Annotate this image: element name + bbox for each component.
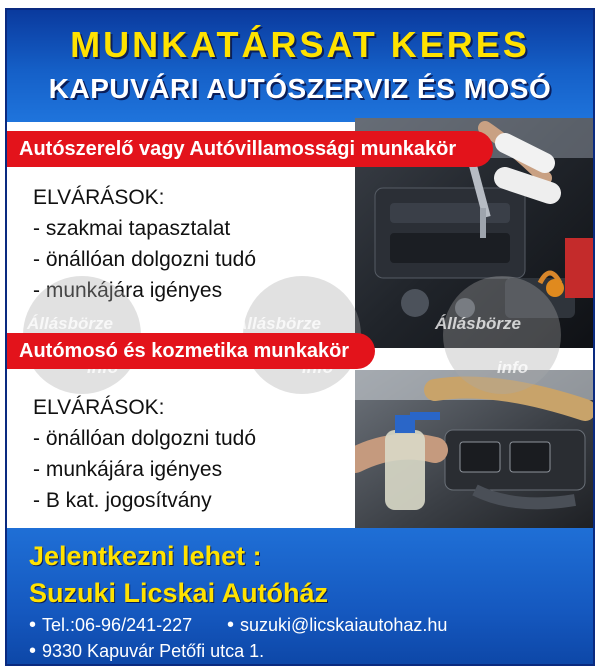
company-name: Suzuki Licskai Autóház [29,578,329,608]
contact-footer [7,528,593,666]
bullet-icon: • [227,614,235,636]
watermark-text: Állásbörze [27,314,113,333]
watermark-text: Állásbörze [435,314,521,333]
ad-subtitle: KAPUVÁRI AUTÓSZERVIZ ÉS MOSÓ [48,73,552,104]
address-contact [29,640,264,662]
requirement-item: - munkájára igényes [33,279,223,302]
watermark-text: info [497,358,529,377]
requirements-carwash [33,392,256,516]
ad-title: MUNKATÁRSAT KERES [70,24,530,65]
job-advert [5,8,595,666]
phone-contact [29,614,192,636]
apply-heading: Jelentkezni lehet : [29,541,262,571]
car-cleaning-photo [355,370,593,528]
section-title-mechanic: Autószerelő vagy Autóvillamossági munkakör [7,131,493,167]
email-contact [227,614,447,636]
watermark-text: Állásbörze [235,314,321,333]
street-address: 9330 Kapuvár Petőfi utca 1. [42,641,265,661]
requirement-item: - B kat. jogosítvány [33,489,212,512]
bullet-icon: • [29,614,37,636]
header-banner [7,10,593,122]
requirement-item: - szakmai tapasztalat [33,217,231,240]
section-title-carwash: Autómosó és kozmetika munkakör [7,333,375,369]
bullet-icon: • [29,640,37,662]
requirement-item: - önállóan dolgozni tudó [33,427,257,450]
requirement-item: - munkájára igényes [33,458,223,481]
requirements-heading: ELVÁRÁSOK: [33,186,165,209]
requirements-heading: ELVÁRÁSOK: [33,396,165,419]
phone-number: Tel.:06-96/241-227 [42,615,193,635]
email-address: suzuki@licskaiautohaz.hu [240,615,448,635]
requirement-item: - önállóan dolgozni tudó [33,248,257,271]
